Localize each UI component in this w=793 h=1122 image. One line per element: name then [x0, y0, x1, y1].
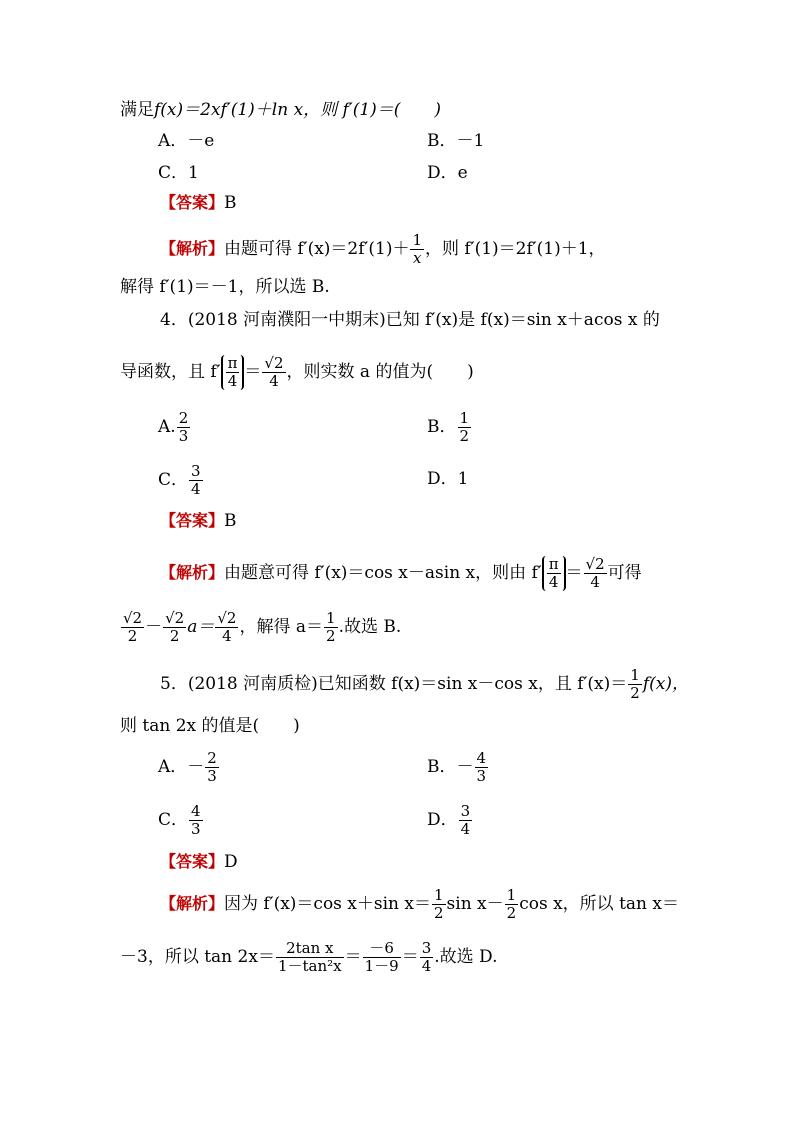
- q5-a2-eq2: ＝: [401, 947, 419, 967]
- q4-a2-frac1: [121, 610, 144, 645]
- answer-tag: 【答案】: [160, 193, 225, 212]
- q3-option-d: D．e: [427, 163, 468, 183]
- frac-den: 4: [227, 372, 238, 390]
- q5-a2-frac3: [420, 940, 434, 975]
- q5-half-fraction: [628, 667, 642, 702]
- analysis-tag: 【解析】: [160, 894, 225, 913]
- frac-num: π: [227, 354, 238, 372]
- frac-den: 3: [476, 767, 487, 785]
- option-fraction: [475, 750, 489, 785]
- q5-a1-c: cos x，所以 tan x＝: [519, 894, 679, 914]
- q3-stem-b: f(x)＝2xf′(1)＋ln x，则 f′(1)＝( ): [154, 100, 442, 120]
- q5-option-b: [427, 750, 489, 785]
- q4-pi-fraction: [226, 355, 240, 390]
- frac-num: 2tan x: [276, 940, 344, 958]
- frac-num: 1: [412, 231, 423, 249]
- q3-option-c: C．1: [158, 163, 199, 183]
- q3-analysis-fraction: [410, 232, 424, 267]
- q4-a2-frac4: [324, 610, 338, 645]
- q4-analysis-val: [584, 556, 607, 591]
- q5-a2-frac1: [276, 940, 344, 975]
- q5-a1-frac1: [432, 887, 446, 922]
- answer-tag: 【答案】: [160, 852, 225, 871]
- q5-option-a: [158, 750, 220, 785]
- q4-analysis-text-1: 由题意可得 f′(x)＝cos x－asin x，则由 f′: [224, 563, 542, 583]
- frac-den: 2: [169, 627, 180, 645]
- frac-den: 1－tan²x: [277, 957, 342, 975]
- frac-num: 1: [459, 409, 470, 427]
- q4-a2-frac3: [215, 610, 238, 645]
- q5-a2-frac2: [363, 940, 401, 975]
- option-label: C．: [158, 810, 189, 830]
- q5-stem-line1: [160, 667, 689, 702]
- q4-analysis-line1: [160, 556, 642, 591]
- option-label: D．: [427, 810, 458, 830]
- analysis-tag: 【解析】: [160, 563, 225, 582]
- q5-a1-frac2: [505, 887, 519, 922]
- frac-den: 2: [506, 904, 517, 922]
- frac-den: 2: [127, 627, 138, 645]
- q4-a2-a: a＝: [187, 617, 215, 637]
- q4-stem-line1: 4．(2018 河南濮阳一中期末)已知 f′(x)是 f(x)＝sin x＋acos x 的: [160, 310, 660, 330]
- option-fraction: [177, 410, 191, 445]
- q4-answer-value: B: [224, 511, 237, 531]
- frac-num: 3: [460, 802, 471, 820]
- q4-a2-minus: －: [145, 617, 163, 637]
- frac-num: －6: [363, 940, 401, 958]
- frac-num: √2: [165, 609, 185, 627]
- q4-answer: [160, 511, 237, 531]
- q4-option-c: [158, 463, 204, 498]
- frac-den: 2: [326, 627, 336, 645]
- frac-num: 4: [191, 802, 201, 820]
- frac-den: 4: [460, 820, 471, 838]
- q5-analysis-line1: [160, 887, 679, 922]
- frac-num: π: [548, 555, 559, 573]
- option-fraction: [189, 803, 203, 838]
- frac-num: √2: [585, 555, 605, 573]
- frac-num: √2: [217, 609, 237, 627]
- q5-answer: [160, 852, 238, 872]
- frac-num: 4: [476, 749, 487, 767]
- q4-a2-mid: ，解得 a＝: [239, 617, 324, 637]
- option-label: B．－: [427, 757, 474, 777]
- q4-stem-line2: [120, 355, 474, 390]
- q4-eq: ＝: [244, 362, 262, 382]
- frac-den: 2: [630, 684, 640, 702]
- q5-a2-a: －3，所以 tan 2x＝: [120, 947, 275, 967]
- frac-den: 3: [191, 820, 201, 838]
- q4-option-a: [158, 410, 191, 445]
- frac-num: 1: [506, 886, 517, 904]
- frac-den: 4: [222, 627, 232, 645]
- q4-option-d: D．1: [427, 469, 469, 489]
- answer-tag: 【答案】: [160, 511, 225, 530]
- q5-stem-line2: 则 tan 2x 的值是( ): [120, 716, 300, 736]
- q3-analysis-line2: 解得 f′(1)＝－1，所以选 B.: [120, 277, 330, 297]
- q4-analysis-line2: [120, 610, 401, 645]
- q3-option-a: A．－e: [158, 131, 215, 151]
- q4-option-b: [427, 410, 472, 445]
- q5-analysis-line2: [120, 940, 498, 975]
- frac-num: 2: [207, 749, 217, 767]
- q4-paren-group: [221, 355, 245, 390]
- frac-den: x: [413, 249, 422, 267]
- q4-stem-2b: ，则实数 a 的值为( ): [286, 362, 474, 382]
- option-label: A．－: [158, 757, 205, 777]
- frac-den: 2: [434, 904, 444, 922]
- q5-a1-a: 因为 f′(x)＝cos x＋sin x＝: [224, 894, 431, 914]
- q5-a1-b: sin x－: [446, 894, 504, 914]
- q5-option-d: [427, 803, 473, 838]
- q3-analysis-line1: [160, 232, 606, 267]
- q4-stem-2a: 导函数，且 f′: [120, 362, 221, 382]
- frac-num: 1: [434, 886, 444, 904]
- q5-option-c: [158, 803, 204, 838]
- q3-answer: [160, 193, 237, 213]
- q4-analysis-text-1b: 可得: [607, 563, 642, 583]
- q3-answer-value: B: [224, 193, 237, 213]
- option-label: C．: [158, 470, 189, 490]
- q5-stem-1a: 5．(2018 河南质检)已知函数 f(x)＝sin x－cos x，且 f′(x)＝: [160, 674, 628, 694]
- q5-a2-end: .故选 D.: [434, 947, 498, 967]
- q5-a2-eq1: ＝: [344, 947, 362, 967]
- frac-den: 3: [178, 427, 189, 445]
- frac-den: 3: [207, 767, 217, 785]
- frac-num: 3: [421, 939, 432, 957]
- frac-num: 1: [326, 609, 336, 627]
- option-fraction: [205, 750, 219, 785]
- q3-analysis-text-1: 由题可得 f′(x)＝2f′(1)＋: [224, 239, 410, 259]
- q3-stem: [120, 100, 793, 120]
- option-fraction: [459, 803, 473, 838]
- q3-analysis-text-2: ，则 f′(1)＝2f′(1)＋1，: [425, 239, 606, 259]
- q4-value-fraction: [262, 355, 285, 390]
- frac-num: 1: [630, 666, 640, 684]
- frac-den: 1－9: [364, 957, 399, 975]
- q4-a2-frac2: [163, 610, 186, 645]
- frac-den: 4: [191, 480, 201, 498]
- q3-option-b: B．－1: [427, 131, 485, 151]
- q4-analysis-eq: ＝: [565, 563, 583, 583]
- frac-num: √2: [264, 354, 284, 372]
- frac-num: 3: [191, 462, 201, 480]
- frac-den: 4: [421, 957, 432, 975]
- q5-stem-1b: f(x)，: [642, 674, 689, 694]
- frac-num: √2: [123, 609, 143, 627]
- q4-a2-end: .故选 B.: [338, 617, 402, 637]
- q4-analysis-paren: [542, 556, 566, 591]
- analysis-tag: 【解析】: [160, 239, 225, 258]
- frac-num: 2: [178, 409, 189, 427]
- frac-den: 4: [548, 573, 559, 591]
- q3-stem-a: 满足: [120, 100, 154, 120]
- option-label: A.: [158, 417, 176, 437]
- q5-answer-value: D: [224, 852, 238, 872]
- frac-den: 4: [590, 573, 600, 591]
- option-fraction: [189, 463, 203, 498]
- frac-den: 2: [459, 427, 470, 445]
- q4-analysis-pi: [547, 556, 561, 591]
- option-label: B．: [427, 417, 457, 437]
- frac-den: 4: [269, 372, 279, 390]
- option-fraction: [458, 410, 472, 445]
